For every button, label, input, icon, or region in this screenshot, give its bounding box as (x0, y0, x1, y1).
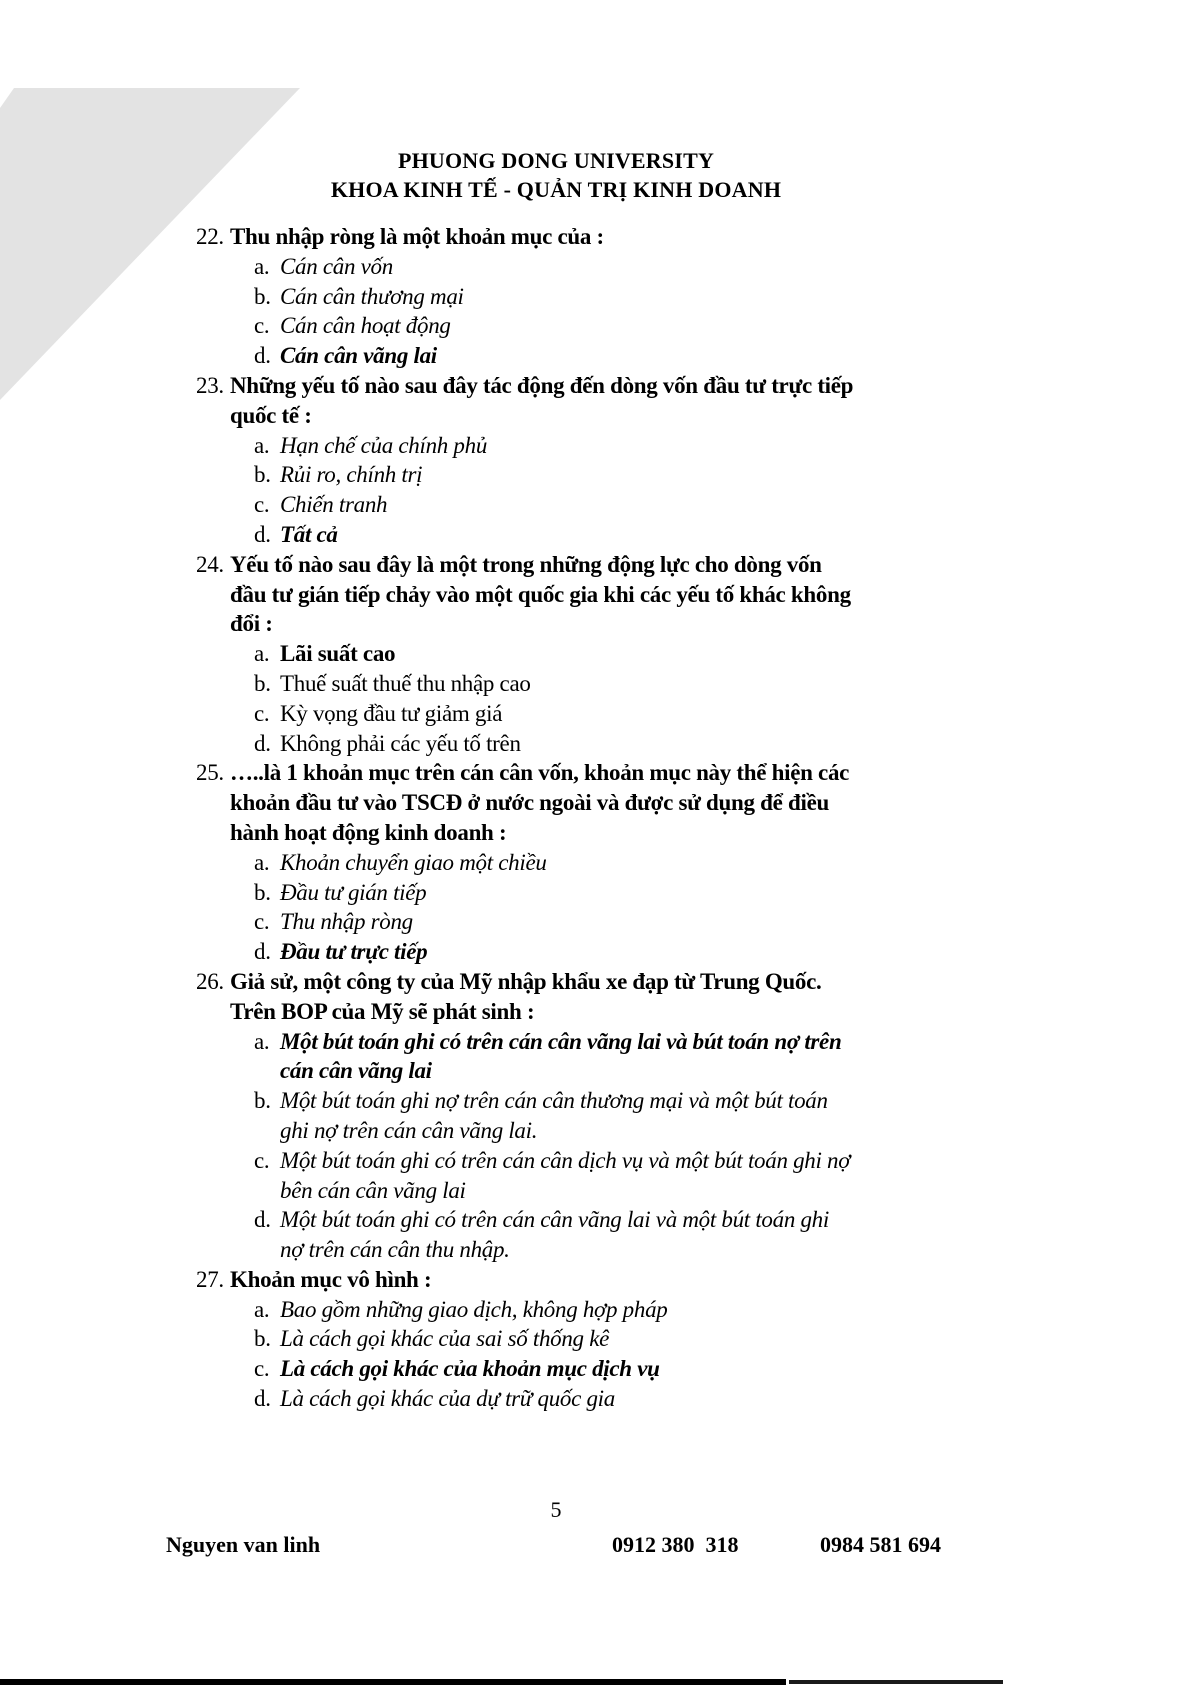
option-text-line: Tất cả (280, 521, 338, 547)
option-text-line: Một bút toán ghi có trên cán cân vãng lai và một bút toán ghi (280, 1207, 829, 1233)
option-letter: a. (254, 1296, 270, 1322)
question-item (196, 371, 944, 550)
faculty-name: KHOA KINH TẾ - QUẢN TRỊ KINH DOANH (330, 177, 782, 202)
option-letter: b. (254, 1326, 271, 1352)
page-footer (0, 1532, 1191, 1562)
options-list (196, 1295, 944, 1414)
option-letter: b. (254, 283, 271, 309)
option-text-line: Một bút toán ghi có trên cán cân vãng lai và bút toán nợ trên (280, 1028, 842, 1054)
option-text (280, 1205, 944, 1265)
option-letter: b. (254, 879, 271, 905)
university-name: PHUONG DONG UNIVERSITY (397, 148, 715, 173)
question-text: Khoản mục vô hình : (230, 1266, 432, 1292)
option-text (280, 341, 944, 371)
option-text (280, 848, 944, 878)
option-letter: d. (254, 521, 271, 547)
question-item (196, 550, 944, 759)
question-text: Giả sử, một công ty của Mỹ nhập khẩu xe đạp từ Trung Quốc. (230, 968, 822, 994)
question-text-line: Trên BOP của Mỹ sẽ phát sinh : (230, 998, 535, 1024)
document-header (196, 146, 944, 204)
option-text-line: Cán cân hoạt động (280, 313, 451, 339)
option-text (280, 311, 944, 341)
footer-phone-number-2: 0984 581 694 (820, 1532, 941, 1557)
question-number: 27. (196, 1266, 224, 1292)
question-text-line: đổi : (230, 611, 273, 637)
option-text (280, 729, 944, 759)
question-text: Thu nhập ròng là một khoản mục của : (230, 224, 604, 249)
options-list (196, 639, 944, 758)
option-text-line: Kỳ vọng đầu tư giảm giá (280, 700, 503, 726)
question-text-line (196, 550, 944, 580)
option-letter: a. (254, 849, 270, 875)
question-number: 24. (196, 551, 224, 577)
option-letter: c. (254, 492, 270, 518)
option-letter: c. (254, 909, 270, 935)
option-text-line: Thuế suất thuế thu nhập cao (280, 670, 531, 696)
option-text-line: Chiến tranh (280, 492, 388, 518)
option-item (196, 848, 944, 878)
question-text-line (196, 758, 944, 788)
question-text-line: hành hoạt động kinh doanh : (230, 819, 507, 845)
option-item (196, 311, 944, 341)
question-number: 25. (196, 760, 224, 786)
option-text-line: cán cân vãng lai (280, 1058, 432, 1084)
option-text (280, 1027, 944, 1087)
option-letter: a. (254, 253, 270, 279)
option-text-line: Cán cân thương mại (280, 283, 464, 309)
option-item (196, 699, 944, 729)
option-text-line: Đầu tư gián tiếp (280, 879, 427, 905)
option-text (280, 282, 944, 312)
option-letter: a. (254, 432, 270, 458)
question-head (196, 758, 944, 847)
scan-edge-artifact-left (0, 1679, 786, 1685)
question-item (196, 222, 944, 371)
option-text-line: Rủi ro, chính trị (280, 462, 423, 488)
option-item (196, 460, 944, 490)
options-list (196, 431, 944, 550)
question-text: …..là 1 khoản mục trên cán cân vốn, khoản mục này thể hiện các (230, 760, 850, 786)
option-text (280, 937, 944, 967)
option-text-line: Cán cân vãng lai (280, 343, 437, 369)
question-text-line: quốc tế : (230, 402, 312, 428)
option-item (196, 1295, 944, 1325)
page-content (196, 146, 944, 1414)
page-number: 5 (550, 1497, 562, 1522)
option-text (280, 907, 944, 937)
footer-phone-number-1: 0912 380 318 (612, 1532, 739, 1557)
option-item (196, 669, 944, 699)
option-item (196, 1384, 944, 1414)
option-text-line: Đầu tư trực tiếp (280, 939, 428, 965)
option-text (280, 1384, 944, 1414)
question-head (196, 371, 944, 431)
option-text (280, 490, 944, 520)
option-letter: d. (254, 939, 271, 965)
option-item (196, 520, 944, 550)
option-text-line: bên cán cân vãng lai (280, 1177, 466, 1203)
option-text-line: Một bút toán ghi nợ trên cán cân thương mại và một bút toán (280, 1088, 828, 1114)
option-item (196, 729, 944, 759)
option-item (196, 431, 944, 461)
option-text-line: ghi nợ trên cán cân vãng lai. (280, 1117, 538, 1143)
question-head (196, 1265, 944, 1295)
option-text-line: Hạn chế của chính phủ (280, 432, 488, 458)
scan-edge-artifact-right (789, 1680, 1003, 1684)
option-text-line: Lãi suất cao (280, 641, 396, 667)
question-item (196, 967, 944, 1265)
option-item (196, 341, 944, 371)
options-list (196, 1027, 944, 1265)
footer-author-name: Nguyen van linh (166, 1532, 321, 1557)
option-item (196, 490, 944, 520)
option-letter: d. (254, 1386, 271, 1412)
option-letter: b. (254, 462, 271, 488)
question-text-line (196, 967, 944, 997)
question-number: 26. (196, 968, 224, 994)
option-text (280, 669, 944, 699)
option-letter: c. (254, 700, 270, 726)
option-text-line: Là cách gọi khác của sai số thống kê (280, 1326, 610, 1352)
questions-list (196, 222, 944, 1414)
option-text-line: Là cách gọi khác của dự trữ quốc gia (280, 1386, 615, 1412)
option-item (196, 878, 944, 908)
option-letter: a. (254, 641, 270, 667)
option-text-line: Một bút toán ghi có trên cán cân dịch vụ và một bút toán ghi nợ (280, 1147, 851, 1173)
option-text-line: Khoản chuyển giao một chiều (280, 849, 547, 875)
question-text: Những yếu tố nào sau đây tác động đến dòng vốn đầu tư trực tiếp (230, 372, 854, 398)
option-text-line: Thu nhập ròng (280, 909, 413, 935)
question-head (196, 550, 944, 639)
option-item (196, 937, 944, 967)
option-letter: d. (254, 730, 271, 756)
option-text (280, 520, 944, 550)
option-text-line: Bao gồm những giao dịch, không hợp pháp (280, 1296, 668, 1322)
option-letter: b. (254, 670, 271, 696)
option-item (196, 1205, 944, 1265)
question-number: 22. (196, 224, 224, 249)
option-item (196, 1146, 944, 1206)
question-item (196, 758, 944, 967)
option-letter: c. (254, 1356, 270, 1382)
question-text: Yếu tố nào sau đây là một trong những động lực cho dòng vốn (230, 551, 822, 577)
option-text (280, 431, 944, 461)
option-item (196, 907, 944, 937)
option-item (196, 1027, 944, 1087)
option-item (196, 1354, 944, 1384)
option-text-line: Cán cân vốn (280, 253, 393, 279)
option-letter: a. (254, 1028, 270, 1054)
option-text-line: nợ trên cán cân thu nhập. (280, 1237, 510, 1263)
question-text-line: khoản đầu tư vào TSCĐ ở nước ngoài và được sử dụng để điều (230, 790, 830, 816)
option-item (196, 639, 944, 669)
option-letter: c. (254, 1147, 270, 1173)
option-text (280, 1324, 944, 1354)
question-number: 23. (196, 372, 224, 398)
option-item (196, 1086, 944, 1146)
option-text (280, 1146, 944, 1206)
option-text (280, 1295, 944, 1325)
question-text-line (196, 371, 944, 401)
option-text (280, 1086, 944, 1146)
option-letter: d. (254, 343, 271, 369)
question-head (196, 222, 944, 252)
option-text-line: Không phải các yếu tố trên (280, 730, 521, 756)
options-list (196, 848, 944, 967)
option-item (196, 252, 944, 282)
options-list (196, 252, 944, 371)
option-item (196, 1324, 944, 1354)
option-text (280, 699, 944, 729)
option-text (280, 460, 944, 490)
option-text (280, 1354, 944, 1384)
option-item (196, 282, 944, 312)
option-text-line: Là cách gọi khác của khoản mục dịch vụ (280, 1356, 660, 1382)
question-text-line (196, 1265, 944, 1295)
question-text-line: đầu tư gián tiếp chảy vào một quốc gia khi các yếu tố khác không (230, 581, 851, 607)
option-letter: b. (254, 1088, 271, 1114)
question-head (196, 967, 944, 1027)
option-text (280, 878, 944, 908)
option-text (280, 639, 944, 669)
option-letter: c. (254, 313, 270, 339)
option-letter: d. (254, 1207, 271, 1233)
question-item (196, 1265, 944, 1414)
option-text (280, 252, 944, 282)
question-text-line (196, 222, 944, 252)
